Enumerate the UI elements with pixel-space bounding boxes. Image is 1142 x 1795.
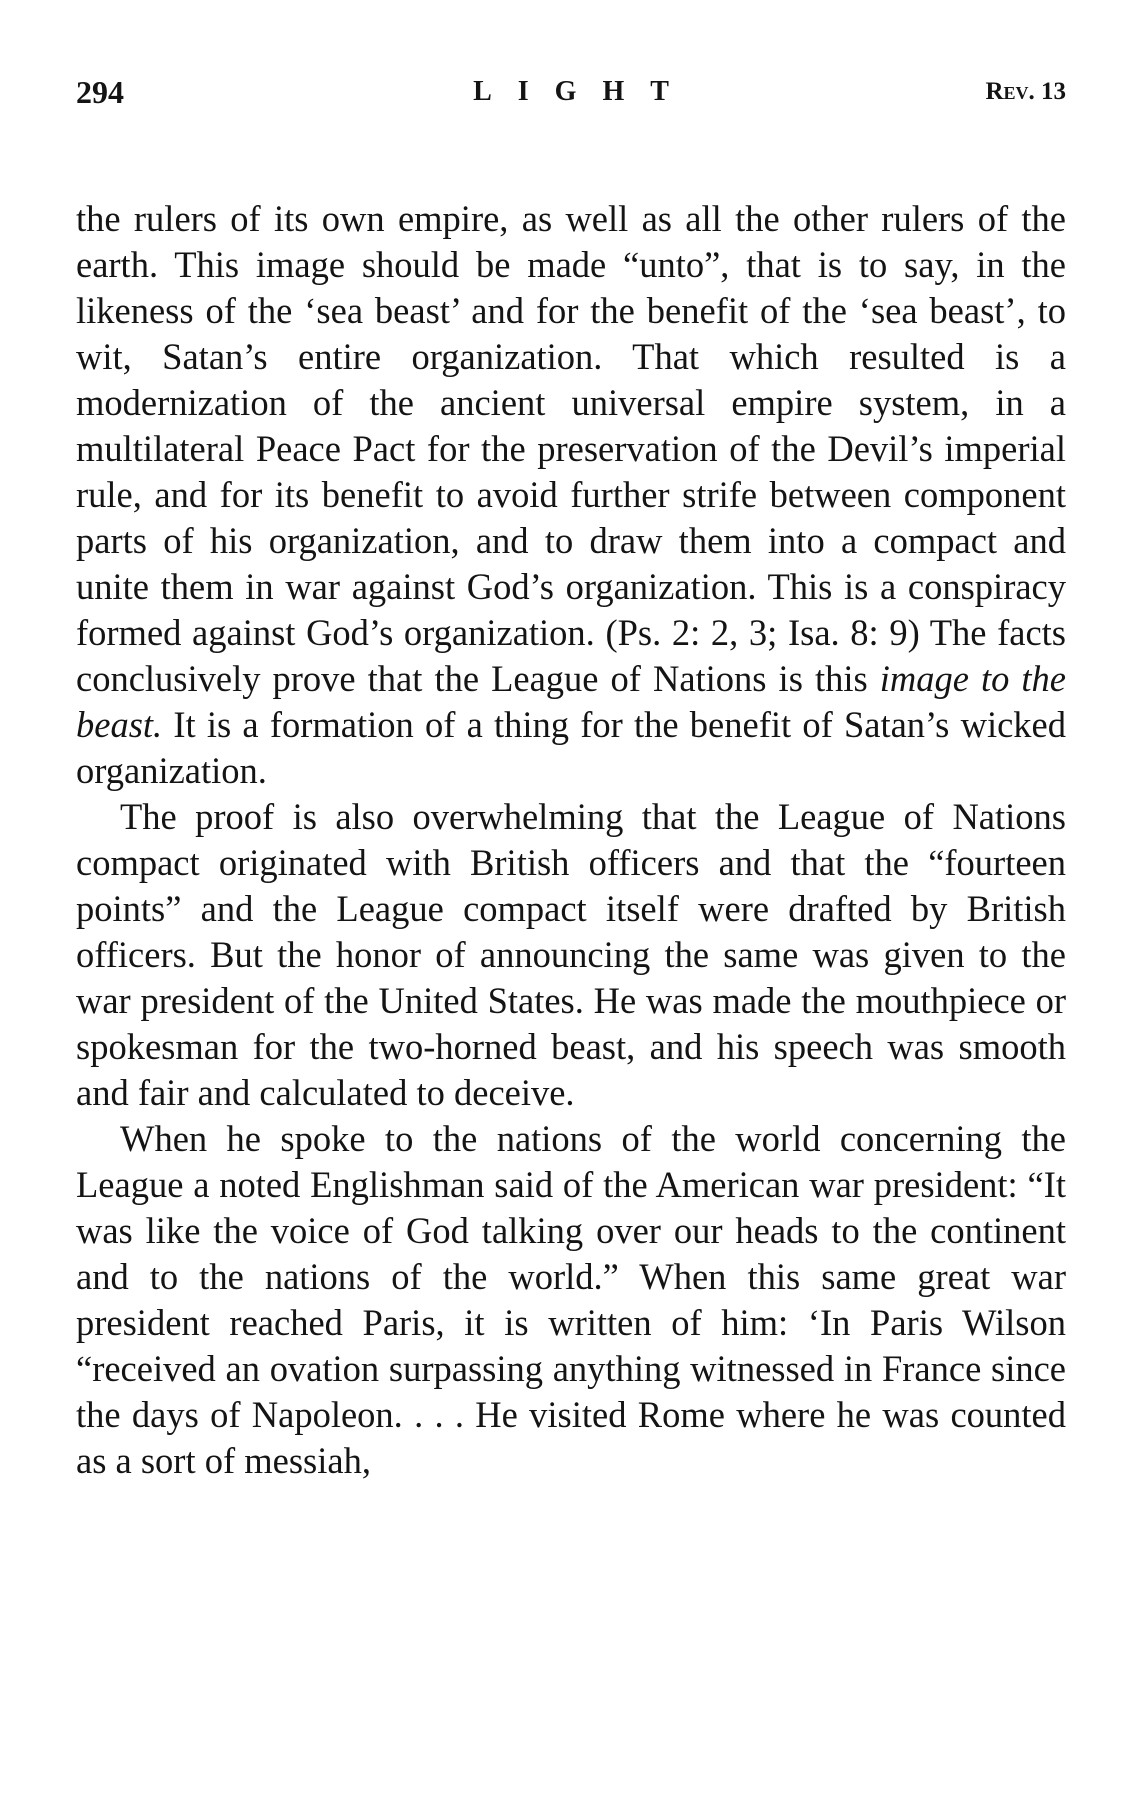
book-page [76,56,1066,1756]
chapter-reference [985,78,1066,106]
page-number: 294 [76,74,124,110]
chapter-number: 13 [1041,78,1066,105]
paragraph-1-text: the rulers of its own empire, as well as all the other rulers of the earth. This image should be made “unto”, that is to say, in the likeness of the ‘sea beast’ and for the benefit of the ‘sea beast’, to wit, Satan’s entire organization. That which resulted is a modernization of the ancient universal empire system, in a multilateral Peace Pact for the preservation of the Devil’s imperial rule, and for its benefit to avoid further strife between component parts of his organization, and to draw them into a compact and unite them in war against God’s organization. This is a conspiracy formed against God’s organization. (Ps. 2: 2, 3; Isa. 8: 9) The facts conclusively prove that the League of Nations is this [76,198,1066,699]
emphasis-image-to-the-beast: image to the beast. [76,658,1067,745]
book-label: Rev. [985,78,1035,105]
paragraph-2: The proof is also overwhelming that the League of Nations compact originated with British officers and that the “fourteen points” and the League compact itself were drafted by British officers. But the honor of announcing the same was given to the war president of the United States. He was made the mouthpiece or spokesman for the two-horned beast, and his speech was smooth and fair and calculated to deceive. [76,796,1066,1113]
running-title: LIGHT [473,76,695,107]
body-text [76,196,1066,1484]
running-head [76,56,1066,116]
paragraph-3: When he spoke to the nations of the world concerning the League a noted Englishman said of the American war president: “It was like the voice of God talking over our heads to the continent and to the nations of the world.” When this same great war president reached Paris, it is written of him: ‘In Paris Wilson “received an ovation surpassing anything witnessed in France since the days of Napoleon. . . . He visited Rome where he was counted as a sort of messiah, [76,1118,1066,1481]
paragraph-1 [76,196,1066,794]
paragraph-1-continuation: It is a formation of a thing for the benefit of Satan’s wicked organization. [76,704,1066,791]
